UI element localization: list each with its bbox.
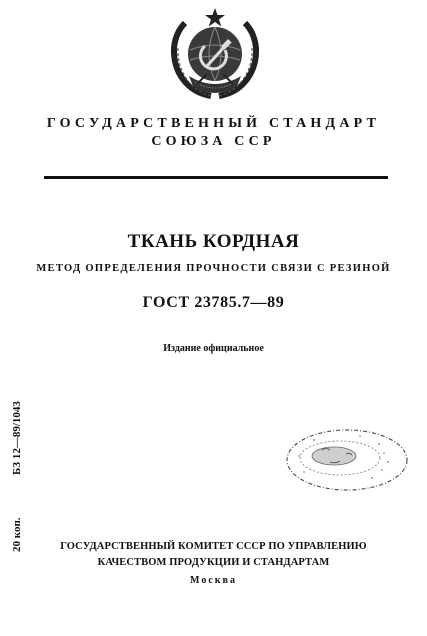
edition-label: Издание официальное (163, 343, 264, 354)
order-number: БЗ 12—89/1043 (11, 401, 23, 475)
oval-stamp-icon (284, 426, 410, 494)
publisher-line1: ГОСУДАРСТВЕННЫЙ КОМИТЕТ СССР ПО УПРАВЛЕНИЮ (60, 541, 367, 552)
document-subtitle: МЕТОД ОПРЕДЕЛЕНИЯ ПРОЧНОСТИ СВЯЗИ С РЕЗИНОЙ (36, 263, 391, 274)
publisher-line2: КАЧЕСТВОМ ПРОДУКЦИИ И СТАНДАРТАМ (97, 557, 330, 568)
publisher-city: Москва (190, 575, 237, 586)
price-note: 20 коп. (11, 517, 23, 552)
horizontal-rule (44, 176, 388, 179)
document-number: ГОСТ 23785.7—89 (142, 294, 285, 311)
standard-heading-line2: СОЮЗА ССР (151, 134, 276, 149)
standard-heading-line1: ГОСУДАРСТВЕННЫЙ СТАНДАРТ (46, 116, 381, 131)
ussr-emblem-icon (167, 4, 263, 102)
document-title: ТКАНЬ КОРДНАЯ (127, 231, 300, 252)
